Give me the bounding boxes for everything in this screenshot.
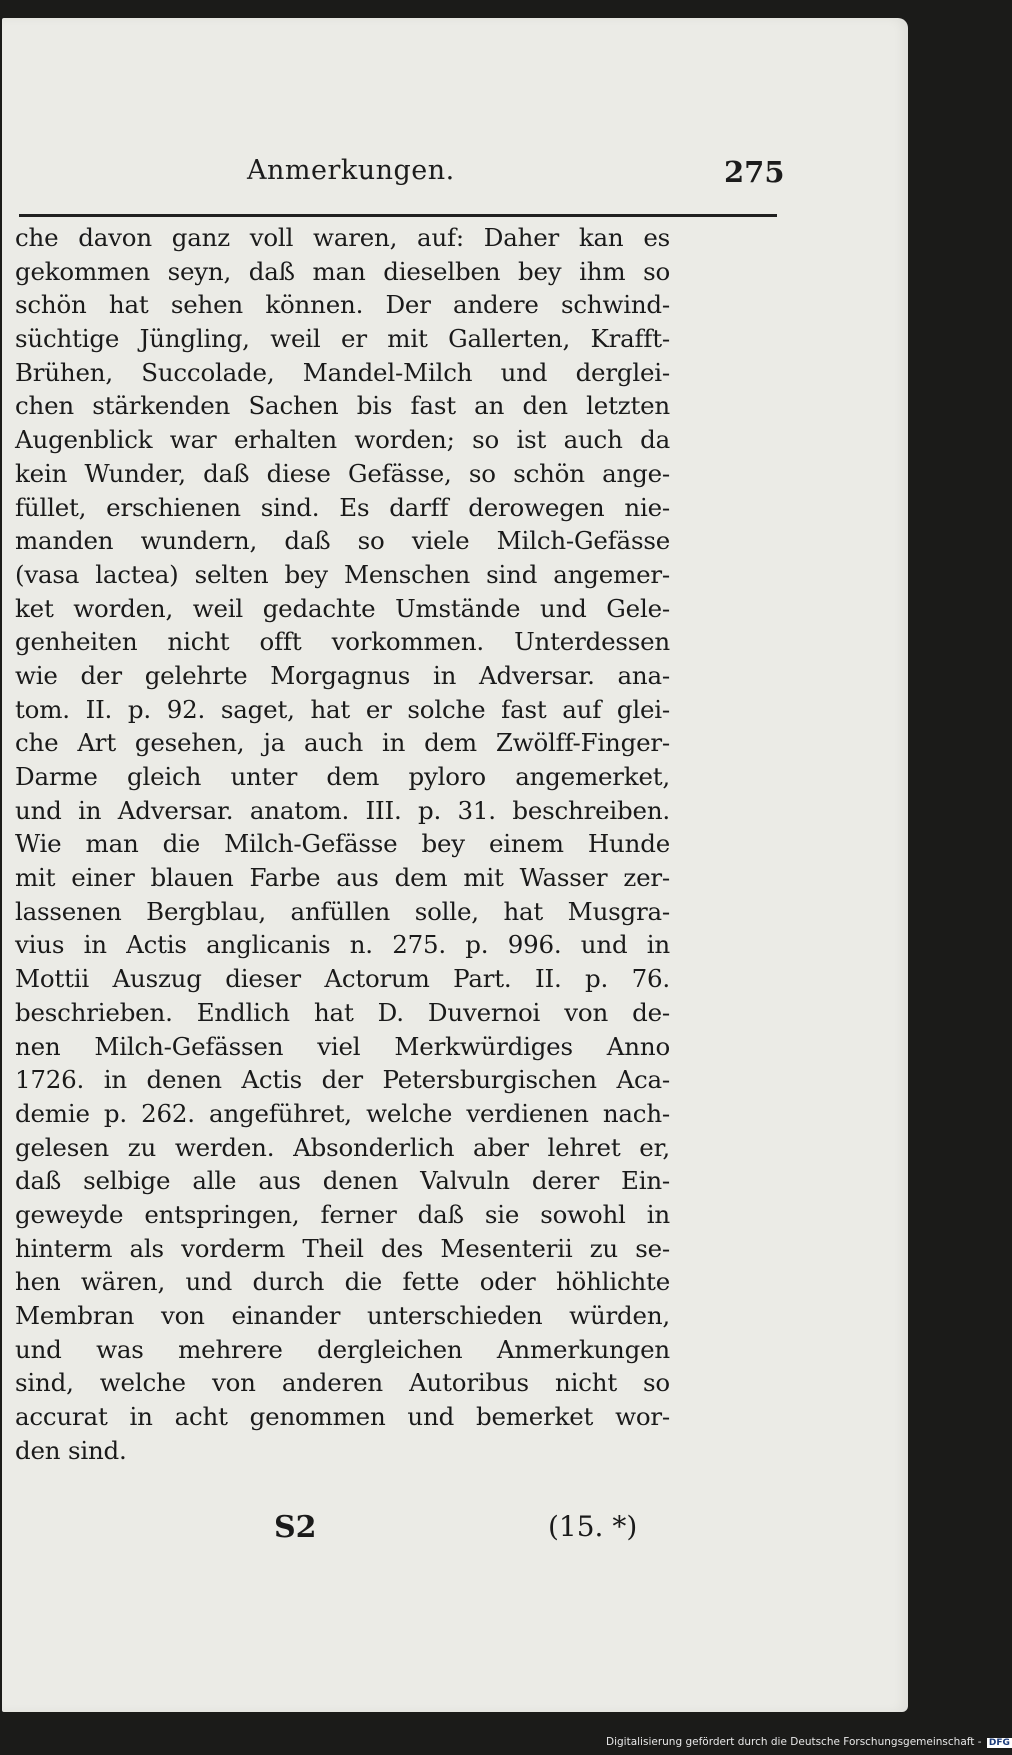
text-line: 1726. in denen Actis der Petersburgischen Aca- [15, 1065, 670, 1095]
text-line: Membran von einander unterschieden würden, [15, 1301, 670, 1330]
text-line: geweyde entspringen, ferner daß sie sowohl in [15, 1199, 670, 1229]
text-line: Wie man die Milch-Gefässe bey einem Hunde [15, 829, 670, 859]
digitization-credit [606, 1736, 1010, 1748]
text-line: süchtige Jüngling, weil er mit Gallerten, Krafft- [15, 324, 670, 354]
text-line: füllet, erschienen sind. Es darff derowegen nie- [15, 492, 670, 522]
text-line: Mottii Auszug dieser Actorum Part. II. p. 76. [15, 964, 670, 994]
text-line: den sind. [15, 1435, 127, 1465]
signature-mark: S2 [274, 1510, 317, 1545]
text-line: tom. II. p. 92. saget, hat er solche fast auf glei- [15, 694, 670, 724]
page-number: 275 [724, 155, 785, 189]
text-line: accurat in acht genommen und bemerket wor- [15, 1402, 670, 1432]
text-line: mit einer blauen Farbe aus dem mit Wasser zer- [15, 863, 670, 893]
book-page [2, 18, 908, 1712]
text-line: gelesen zu werden. Absonderlich aber lehret er, [15, 1132, 670, 1162]
text-line: schön hat sehen können. Der andere schwind- [15, 290, 670, 320]
text-line: che Art gesehen, ja auch in dem Zwölff-Finger- [15, 728, 670, 758]
text-line: und in Adversar. anatom. III. p. 31. beschreiben. [15, 795, 670, 825]
text-line: lassenen Bergblau, anfüllen solle, hat Musgra- [15, 896, 670, 926]
text-line: beschrieben. Endlich hat D. Duvernoi von de- [15, 997, 670, 1027]
text-line: und was mehrere dergleichen Anmerkungen [15, 1334, 670, 1364]
body-text [15, 221, 670, 1467]
page-footer [2, 1510, 782, 1560]
text-line: kein Wunder, daß diese Gefässe, so schön ange- [15, 458, 670, 488]
credit-text: Digitalisierung gefördert durch die Deutsche Forschungsgemeinschaft - [606, 1736, 982, 1748]
text-line: sind, welche von anderen Autoribus nicht so [15, 1368, 670, 1398]
text-line: Brühen, Succolade, Mandel-Milch und derglei- [15, 357, 670, 387]
text-line: daß selbige alle aus denen Valvuln derer Ein- [15, 1166, 670, 1196]
text-line: vius in Actis anglicanis n. 275. p. 996. und in [15, 930, 670, 960]
dfg-logo: DFG [988, 1738, 1010, 1748]
text-line: wie der gelehrte Morgagnus in Adversar. ana- [15, 660, 670, 690]
text-line: hen wären, und durch die fette oder höhlichte [15, 1267, 670, 1297]
header-rule [19, 214, 777, 217]
text-line: ket worden, weil gedachte Umstände und Gele- [15, 593, 670, 623]
catchword: (15. *) [548, 1510, 638, 1543]
page-header [2, 149, 785, 193]
text-line: gekommen seyn, daß man dieselben bey ihm so [15, 256, 670, 286]
text-line: Darme gleich unter dem pyloro angemerket, [15, 762, 670, 791]
text-line: manden wundern, daß so viele Milch-Gefässe [15, 526, 670, 556]
text-line: genheiten nicht offt vorkommen. Unterdessen [15, 627, 670, 657]
text-line: chen stärkenden Sachen bis fast an den letzten [15, 391, 670, 421]
running-title: Anmerkungen. [247, 155, 455, 186]
text-line: hinterm als vorderm Theil des Mesenterii zu se- [15, 1233, 670, 1263]
text-line: nen Milch-Gefässen viel Merkwürdiges Anno [15, 1031, 670, 1061]
text-line: Augenblick war erhalten worden; so ist auch da [15, 425, 670, 455]
text-line: (vasa lactea) selten bey Menschen sind angemer- [15, 559, 670, 589]
text-line: che davon ganz voll waren, auf: Daher kan es [15, 223, 670, 252]
text-line: demie p. 262. angeführet, welche verdienen nach- [15, 1098, 670, 1128]
